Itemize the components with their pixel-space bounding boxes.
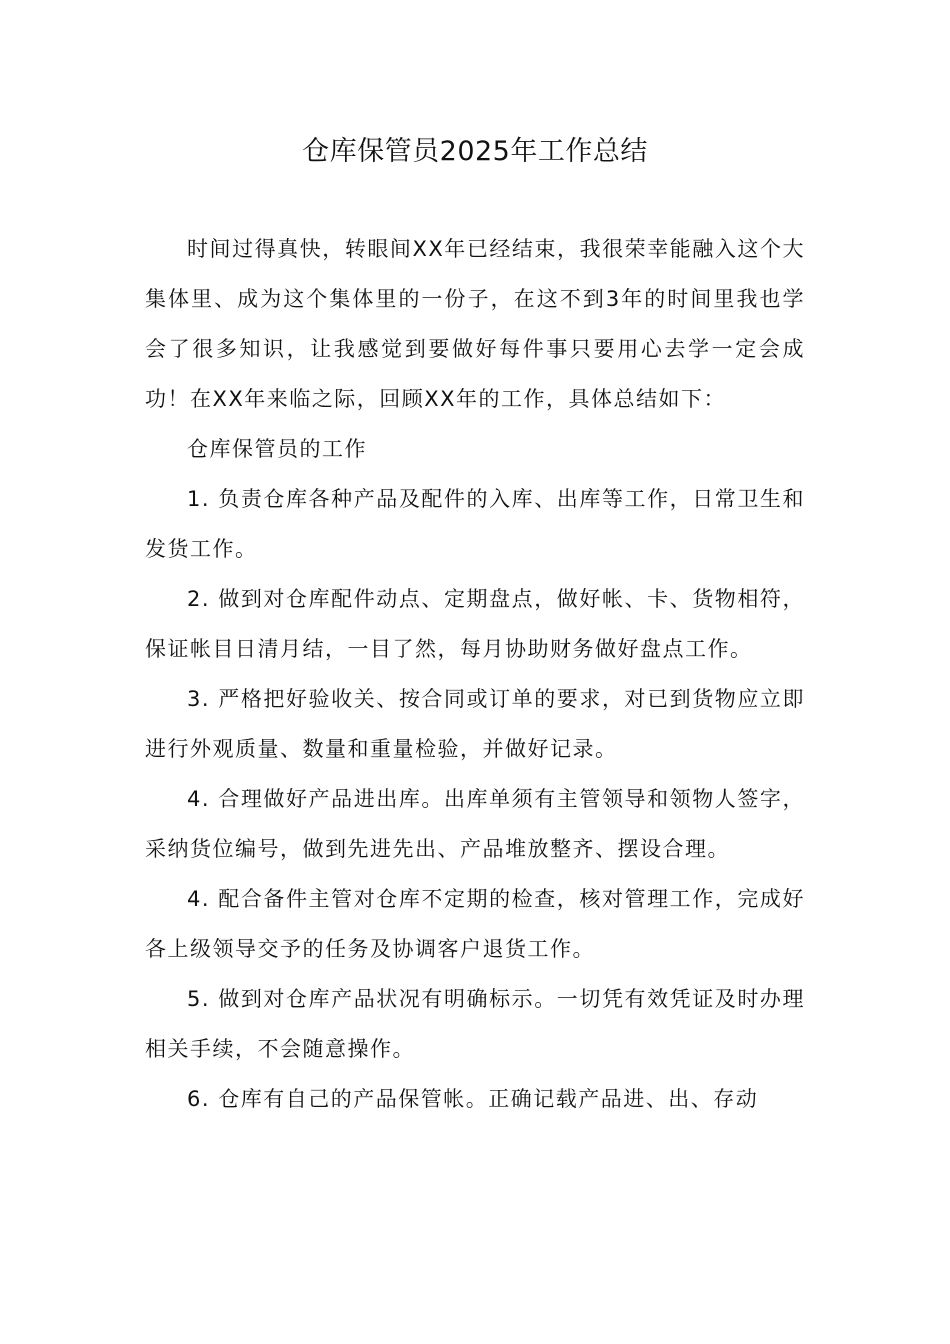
paragraph-intro: 时间过得真快，转眼间XX年已经结束，我很荣幸能融入这个大集体里、成为这个集体里的一份子，在这不到3年的时间里我也学会了很多知识，让我感觉到要做好每件事只要用心去学一定会成功！在XX年来临之际，回顾XX年的工作，具体总结如下： [145, 237, 805, 411]
paragraph-item-6: 6. 仓库有自己的产品保管帐。正确记载产品进、出、存动 [187, 1087, 759, 1111]
paragraph-item-4b: 4. 配合备件主管对仓库不定期的检查，核对管理工作，完成好各上级领导交予的任务及协调客户退货工作。 [145, 887, 805, 961]
paragraph-section-heading: 仓库保管员的工作 [187, 437, 367, 461]
paragraph-item-5: 5. 做到对仓库产品状况有明确标示。一切凭有效凭证及时办理相关手续，不会随意操作。 [145, 987, 805, 1061]
paragraph-item-1: 1. 负责仓库各种产品及配件的入库、出库等工作，日常卫生和发货工作。 [145, 487, 805, 561]
paragraph-item-3: 3. 严格把好验收关、按合同或订单的要求，对已到货物应立即进行外观质量、数量和重量检验，并做好记录。 [145, 687, 805, 761]
paragraph-item-4a: 4. 合理做好产品进出库。出库单须有主管领导和领物人签字，采纳货位编号，做到先进先出、产品堆放整齐、摆设合理。 [145, 787, 805, 861]
document-title: 仓库保管员2025年工作总结 [302, 136, 648, 167]
document-body [145, 224, 805, 1124]
paragraph-item-2: 2. 做到对仓库配件动点、定期盘点，做好帐、卡、货物相符，保证帐目日清月结，一目了然，每月协助财务做好盘点工作。 [145, 587, 805, 661]
